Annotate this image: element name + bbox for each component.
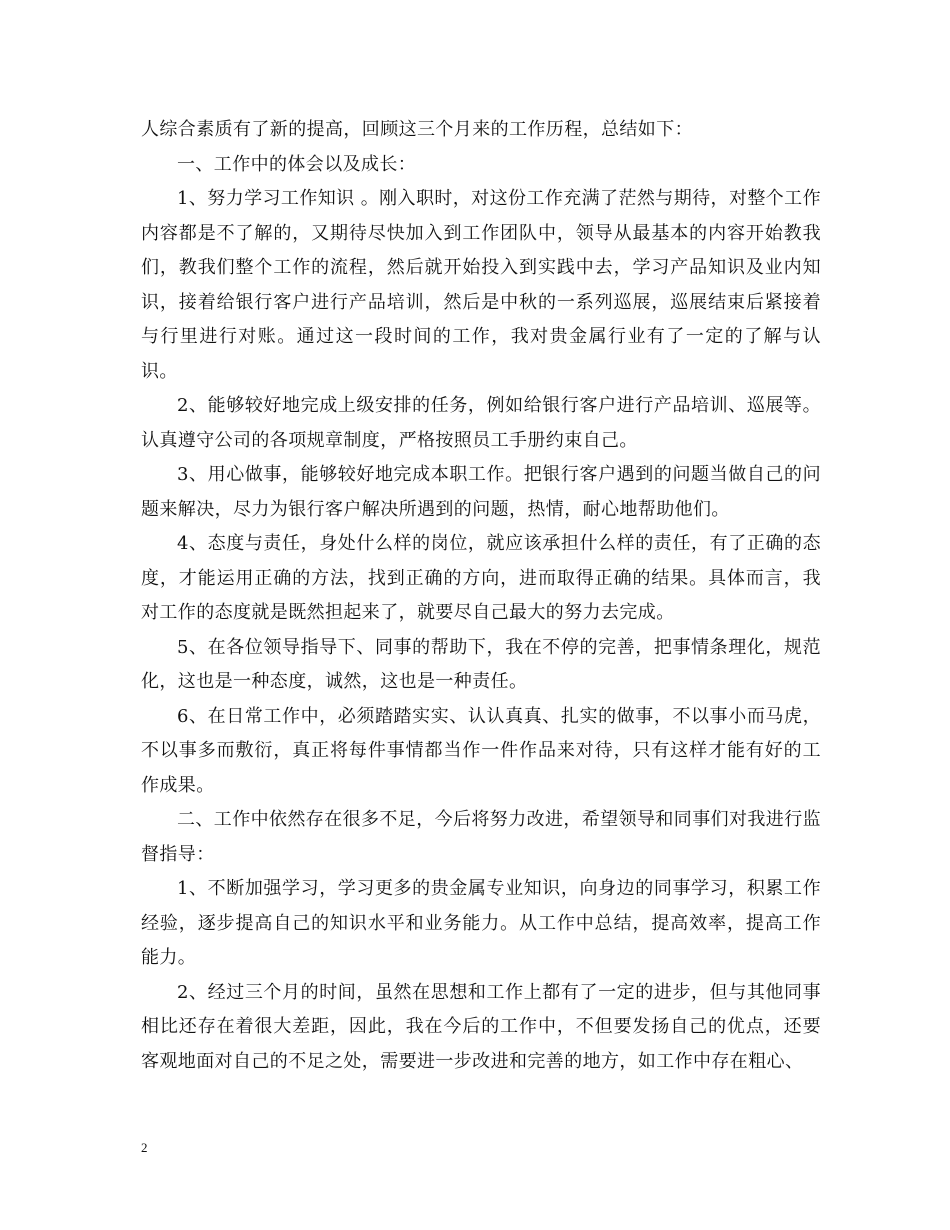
paragraph-item: 1、努力学习工作知识 。刚入职时，对这份工作充满了茫然与期待，对整个工作内容都是不了解的，又期待尽快加入到工作团队中，领导从最基本的内容开始教我们，教我们整个工作的流程，然后就开始投入到实践中去，学习产品知识及业内知识，接着给银行客户进行产品培训，然后是中秋的一系列巡展，巡展结束后紧接着与行里进行对账。通过这一段时间的工作，我对贵金属行业有了一定的了解与认识。 [141, 188, 821, 382]
paragraph-continuation: 人综合素质有了新的提高，回顾这三个月来的工作历程，总结如下： [141, 119, 693, 140]
paragraph-item: 5、在各位领导指导下、同事的帮助下，我在不停的完善，把事情条理化，规范化，这也是一种态度，诚然，这也是一种责任。 [141, 636, 821, 692]
document-body [141, 113, 821, 1079]
paragraph-item: 2、能够较好地完成上级安排的任务，例如给银行客户进行产品培训、巡展等。认真遵守公司的各项规章制度，严格按照员工手册约束自己。 [141, 395, 821, 451]
paragraph-item: 6、在日常工作中，必须踏踏实实、认认真真、扎实的做事，不以事小而马虎，不以事多而敷衍，真正将每件事情都当作一件作品来对待，只有这样才能有好的工作成果。 [141, 705, 821, 796]
paragraph-item: 1、不断加强学习，学习更多的贵金属专业知识，向身边的同事学习，积累工作经验，逐步提高自己的知识水平和业务能力。从工作中总结，提高效率，提高工作能力。 [141, 878, 821, 968]
paragraph-item: 4、态度与责任，身处什么样的岗位，就应该承担什么样的责任，有了正确的态度，才能运用正确的方法，找到正确的方向，进而取得正确的结果。具体而言，我对工作的态度就是既然担起来了，就要尽自己最大的努力去完成。 [141, 533, 821, 623]
paragraph-item: 2、经过三个月的时间，虽然在思想和工作上都有了一定的进步，但与其他同事相比还存在着很大差距，因此，我在今后的工作中，不但要发扬自己的优点，还要客观地面对自己的不足之处，需要进一步改进和完善的地方，如工作中存在粗心、 [141, 981, 821, 1072]
section-heading-2: 二、工作中依然存在很多不足，今后将努力改进，希望领导和同事们对我进行监督指导： [141, 809, 821, 865]
section-heading-1: 一、工作中的体会以及成长： [177, 153, 417, 175]
page-number: 2 [141, 1140, 148, 1155]
paragraph-item: 3、用心做事，能够较好地完成本职工作。把银行客户遇到的问题当做自己的问题来解决，尽力为银行客户解决所遇到的问题，热情，耐心地帮助他们。 [141, 464, 821, 520]
